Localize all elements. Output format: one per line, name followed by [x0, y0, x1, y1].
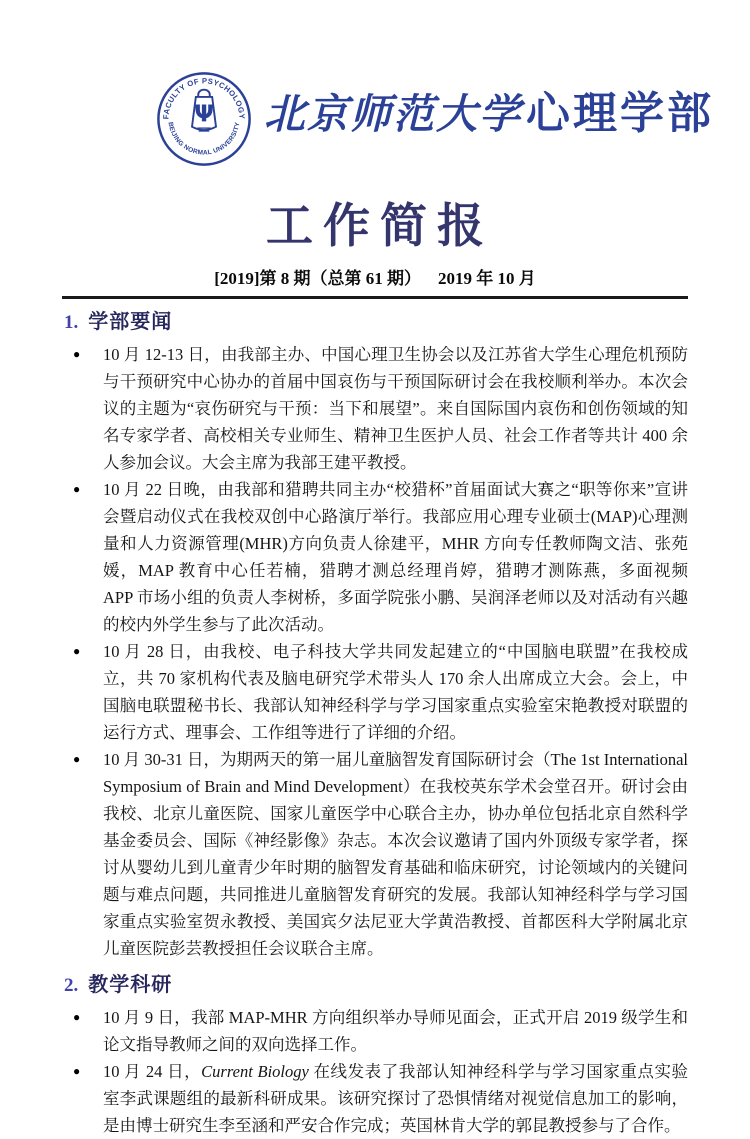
page-title: 工作简报 [266, 201, 494, 253]
news-item [62, 1058, 688, 1139]
issue-line: [2019]第 8 期（总第 61 期） 2019 年 10 月 [214, 269, 536, 288]
news-list [62, 341, 688, 962]
section-number: 1. [64, 312, 79, 333]
section-title: 学部要闻 [88, 311, 173, 333]
header-divider [62, 296, 688, 299]
section-heading [64, 308, 688, 337]
org-name [264, 65, 714, 173]
seal-psi-symbol: Ψ [194, 101, 214, 128]
news-item [62, 341, 688, 476]
news-text: 10 月 28 日，由我校、电子科技大学共同发起建立的“中国脑电联盟”在我校成立，共 70 家机构代表及脑电研究学术带头人 170 余人出席成立大会。会上，中国脑电联盟秘书长、我部认知神经科学与学习国家重点实验室宋艳教授对联盟的运行方式、理事会、工作组等进行了详细的介绍。 [103, 642, 688, 742]
section-teaching-research [62, 971, 688, 1139]
seal-top-text: FACULTY OF PSYCHOLOGY [161, 76, 247, 120]
news-item [62, 476, 688, 638]
seal-bottom-text: BEIJING NORMAL UNIVERSITY [166, 121, 242, 157]
news-item [62, 638, 688, 746]
section-number: 2. [64, 975, 79, 996]
header [62, 70, 714, 299]
news-text: 10 月 24 日， [103, 1062, 202, 1081]
news-text: 10 月 12-13 日，由我部主办、中国心理卫生协会以及江苏省大学生心理危机预防与干预研究中心协办的首届中国哀伤与干预国际研讨会在我校顺利举办。本次会议的主题为“哀伤研究与干预：当下和展望”。来自国际国内哀伤和创伤领域的知名专家学者、高校相关专业师生、精神卫生医护人员、社会工作者等共计 400 余人参加会议。大会主席为我部王建平教授。 [103, 345, 688, 472]
news-item [62, 1004, 688, 1058]
news-text: 10 月 30-31 日，为期两天的第一届儿童脑智发育国际研讨会（The 1st International Symposium of Brain and Mind Development）在我校英东学术会堂召开。研讨会由我校、北京儿童医院、国家儿童医学中心联合主办，协办单位包括北京自然科学基金委员会、国际《神经影像》杂志。本次会议邀请了国内外顶级专家学者，探讨从婴幼儿到儿童青少年时期的脑智发育基础和临床研究，讨论领域内的关键问题与难点问题，共同推进儿童脑智发育研究的发展。我部认知神经科学与学习国家重点实验室贺永教授、美国宾夕法尼亚大学黄浩教授、首都医科大学附属北京儿童医院彭芸教授担任会议联合主席。 [103, 750, 688, 958]
news-text: 10 月 9 日，我部 MAP-MHR 方向组织举办导师见面会，正式开启 2019 级学生和论文指导教师之间的双向选择工作。 [103, 1008, 688, 1054]
section-heading [64, 971, 688, 1000]
news-text: 在线发表了我部认知神经科学与学习国家重点实验室李武课题组的最新科研成果。该研究探讨了恐惧情绪对视觉信息加工的影响，是由博士研究生李至涵和严安合作完成；英国林肯大学的郭昆教授参与了合作。 [103, 1062, 689, 1135]
news-list [62, 1004, 688, 1139]
org-logo [156, 70, 714, 168]
news-item [62, 746, 688, 962]
university-seal-icon [156, 71, 252, 167]
news-text: 10 月 22 日晚，由我部和猎聘共同主办“校猎杯”首届面试大赛之“职等你来”宣讲会暨启动仪式在我校双创中心路演厅举行。我部应用心理专业硕士(MAP)心理测量和人力资源管理(MHR)方向负责人徐建平，MHR 方向专任教师陶文洁、张苑媛，MAP 教育中心任若楠，猎聘才测总经理肖婷，猎聘才测陈燕，多面视频 APP 市场小组的负责人李树桥，多面学院张小鹏、吴润泽老师以及对活动有兴趣的校内外学生参与了此次活动。 [103, 480, 688, 634]
section-title: 教学科研 [88, 974, 173, 996]
journal-name: Current Biology [201, 1062, 309, 1081]
section-faculty-news [62, 308, 688, 962]
org-name-university: 北京师范大学 [264, 90, 522, 138]
org-name-department: 心理学部 [526, 88, 714, 139]
